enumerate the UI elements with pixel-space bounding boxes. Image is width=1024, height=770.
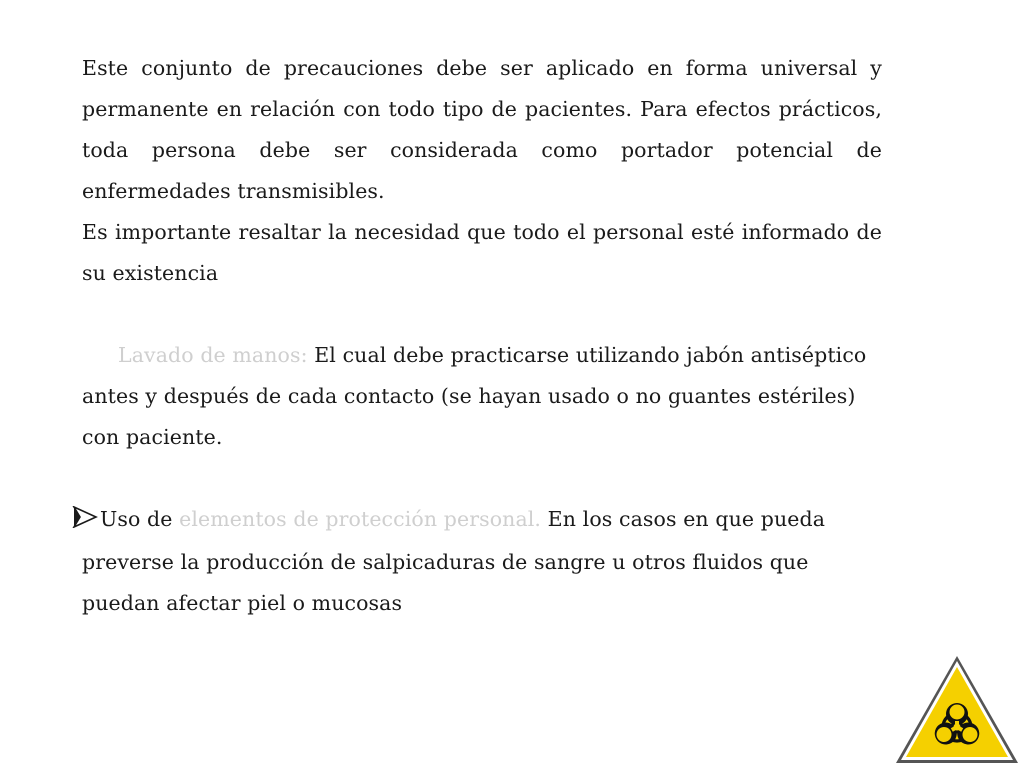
protection-text: En los casos en que pueda preverse la producción de salpicaduras de sangre u otros fluidos que puedan afectar piel o mucosas bbox=[82, 507, 826, 615]
paragraph-spacer bbox=[82, 458, 882, 499]
existence-paragraph: Es importante resaltar la necesidad que todo el personal esté informado de su existencia bbox=[82, 220, 882, 285]
biohazard-warning-icon bbox=[893, 653, 1021, 766]
protection-prefix: Uso de bbox=[100, 507, 180, 531]
intro-paragraph: Este conjunto de precauciones debe ser aplicado en forma universal y permanente en relación con todo tipo de pacientes. Para efectos prácticos, toda persona debe ser considerada como portador potencial de enfermedades transmisibles. bbox=[82, 56, 882, 203]
hand-washing-text: El cual debe practicarse utilizando jabón antiséptico antes y después de cada contacto (se hayan usado o no guantes estériles) con paciente. bbox=[82, 343, 867, 449]
hand-washing-term: Lavado de manos: bbox=[118, 343, 308, 367]
slide-text-body bbox=[82, 48, 882, 624]
protection-term: elementos de protección personal. bbox=[179, 507, 542, 531]
hand-washing-paragraph bbox=[82, 335, 882, 458]
paragraph-spacer bbox=[82, 294, 882, 335]
protection-bullet-paragraph bbox=[82, 499, 882, 624]
arrow-bullet-icon bbox=[72, 501, 98, 542]
